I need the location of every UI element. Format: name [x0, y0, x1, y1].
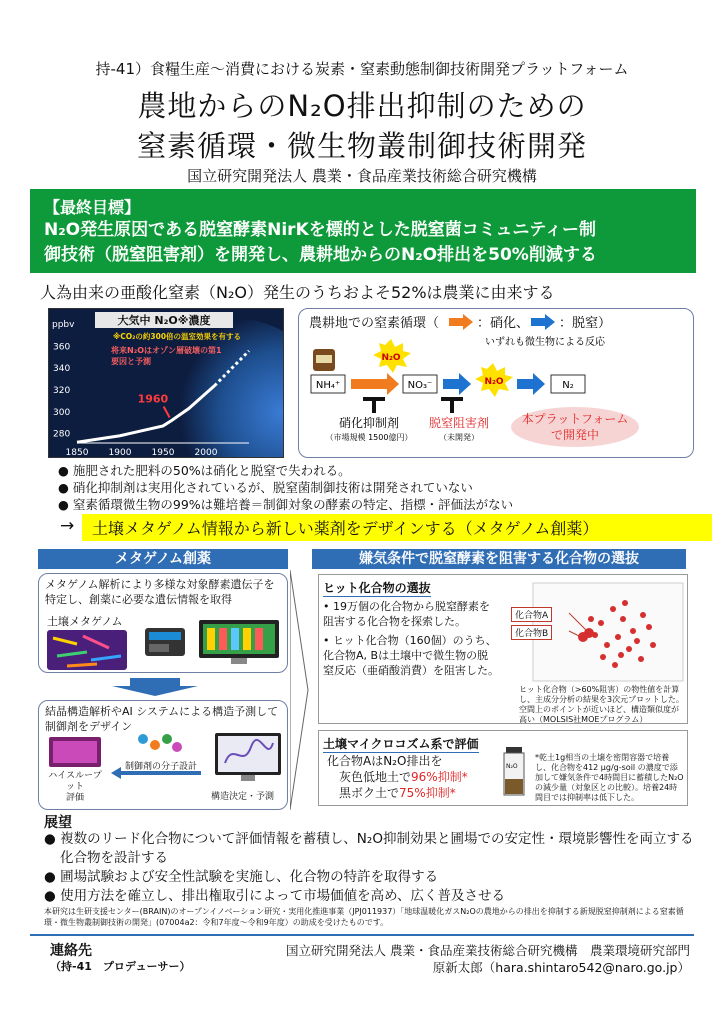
n2o-label-2: N₂O — [484, 377, 504, 387]
molecule-icons — [135, 731, 185, 755]
metagenome-analysis-box — [38, 573, 288, 673]
metagenome-section-header: メタゲノム創薬 — [38, 549, 288, 569]
footer-divider — [30, 934, 694, 936]
funding-note: 本研究は生研支援センター(BRAIN)のオープンイノベーション研究・実用化推進事業（JPJ011937）「地球温暖化ガスN₂Oの農地からの排出を抑制する新規脱窒抑制剤による窒素循環・微生物叢制御技術の開発」(07004a2：令和7年度〜令和9年度）の助成を受けたものです。 — [44, 907, 684, 927]
compound-a-label: 化合物A — [511, 607, 552, 622]
y-tick-label: 300 — [53, 407, 71, 418]
contact-role: （持-41 プロデューサー） — [50, 960, 191, 973]
y-tick-label: 340 — [53, 364, 71, 375]
microcosm-title: 土壌マイクロコズム系で評価 — [323, 737, 479, 751]
page-title-line2: 窒素循環・微生物叢制御技術開発 — [136, 129, 587, 163]
nitrification-arrow — [351, 373, 399, 395]
cycle-subtitle: いずれも微生物による反応 — [485, 337, 605, 348]
down-arrow-icon — [110, 676, 200, 698]
fertilizer-label-icon — [316, 355, 332, 363]
y-tick-label: 360 — [53, 342, 71, 353]
x-tick-label: 2000 — [194, 448, 218, 457]
n2o-label-1: N₂O — [381, 353, 401, 363]
inhibitor-stem-2 — [450, 401, 454, 413]
legend-denitrification: ：脱窒） — [559, 316, 612, 331]
denitrification-arrow-2 — [517, 373, 545, 395]
outlook-item: ● 複数のリード化合物について評価情報を蓄積し、N₂O抑制効果と圃場での安定性・環境影響性を両立する化合物を設計する — [44, 831, 694, 866]
platform-note-2: で開発中 — [550, 428, 600, 442]
structure-label: 構造決定・予測 — [211, 792, 275, 802]
denitrification-inhibitor-status: （未開発） — [439, 433, 479, 442]
n2o-concentration-chart — [48, 308, 284, 458]
approach-highlight: 土壌メタゲノム情報から新しい薬剤をデザインする（メタゲノム創薬） — [82, 514, 712, 541]
x-tick-label: 1850 — [65, 448, 89, 457]
hit-compound-box — [318, 574, 688, 724]
dna-fragments-image — [47, 630, 127, 670]
right-arrow-icon: → — [60, 516, 75, 536]
outlook-item: ● 圃場試験および安全性試験を実施し、化合物の特許を取得する — [44, 869, 439, 885]
feedback-arrow-icon — [101, 765, 211, 781]
goal-text-line1: N₂O発生原因である脱窒酵素NirKを標的とした脱窒菌コミュニティー制 — [44, 220, 597, 240]
soil-vial-image — [501, 747, 527, 797]
molecular-design-label: 制御剤の分子設計 — [125, 762, 198, 772]
metagenome-analysis-text: メタゲノム解析により多様な対象酵素遺伝子を特定し、創薬に必要な遺伝情報を取得 — [45, 578, 275, 606]
outlook-list — [44, 830, 704, 906]
inhibitor-bar-1 — [363, 397, 385, 401]
compound-b-label: 化合物B — [511, 625, 552, 640]
y-tick-label: 280 — [53, 429, 71, 440]
nitrification-inhibitor-market: （市場規模 1500億円） — [325, 433, 413, 442]
y-tick-label: 320 — [53, 386, 71, 396]
n2-label: N₂ — [562, 380, 574, 391]
organization: 国立研究開発法人 農業・食品産業技術総合研究機構 — [187, 167, 537, 185]
molecular-design-box — [38, 700, 288, 810]
legend-nitrification: ：硝化、 — [477, 316, 530, 331]
marker-label-1960: 1960 — [137, 392, 169, 406]
microcosm-box — [318, 730, 688, 806]
inhibitor-bar-2 — [441, 397, 463, 401]
contact-organization: 国立研究開発法人 農業・食品産業技術総合研究機構 農業環境研究部門 — [286, 943, 690, 958]
approach-line — [60, 514, 720, 540]
compound-selection-header: 嫌気条件で脱窒酵素を阻害する化合物の選抜 — [312, 549, 686, 569]
chart-note: ※CO₂の約300倍の温室効果を有する — [112, 332, 242, 341]
lead-statement: 人為由来の亜酸化窒素（N₂O）発生のうちおよそ52%は農業に由来する — [40, 283, 555, 302]
soil-metagenome-label: 土壌メタゲノム — [47, 615, 123, 628]
platform-note-1: 本プラットフォーム — [521, 412, 629, 426]
denitrification-inhibitor-label: 脱窒阻害剤 — [428, 416, 490, 430]
denitrification-legend-icon — [531, 314, 555, 330]
chart-canvas — [49, 309, 283, 457]
hit-bullet-1: • 19万個の化合物から脱窒酵素を阻害する化合物を探索した。 — [323, 600, 490, 628]
microcosm-result: 化合物AはN₂O排出を 灰色低地土で96%抑制* 黒ボク土で75%抑制* — [327, 754, 468, 800]
nitrification-legend-icon — [449, 314, 473, 330]
nitrogen-cycle-panel — [298, 308, 694, 458]
screening-plate-image — [49, 737, 101, 767]
page-title-line1: 農地からのN₂O排出抑制のための — [137, 89, 587, 123]
sequencer-icon — [143, 624, 187, 660]
goal-label: 【最終目標】 — [44, 198, 141, 217]
microcosm-note: *乾土1g相当の土壌を密閉容器で培養し、化合物を412 µg/g-soil の濃度で添加して嫌気条件で4時間目に蓄積したN₂Oの減少量（対象区との比較）。培養24時間目では抑制率は低下した。 — [535, 753, 684, 802]
x-tick-label: 1950 — [151, 448, 175, 457]
hit-title: ヒット化合物の選抜 — [323, 581, 431, 595]
issue-bullet: ● 硝化抑制剤は実用化されているが、脱窒菌制御技術は開発されていない — [58, 480, 473, 495]
protein-structure-monitor-icon — [215, 733, 281, 783]
contact-label: 連絡先 — [50, 943, 92, 959]
hit-bullets — [323, 599, 499, 678]
inhibitor-stem-1 — [372, 401, 376, 413]
vial-label: N₂O — [506, 763, 518, 770]
scatter-note: ヒット化合物（>60%阻害）の物性値を計算し、主成分分析の結果を3次元プロットした。空間上のポイントが近いほど、構造類似度が高い（MOLSIS社MOEプログラム） — [519, 685, 684, 724]
contact-person: 原新太郎（hara.shintaro542@naro.go.jp） — [432, 960, 690, 975]
x-tick-label: 1900 — [108, 448, 132, 457]
cycle-title: 農耕地での窒素循環（ — [309, 316, 440, 331]
no3-label: NO₃⁻ — [407, 380, 433, 391]
molecular-design-text: 結晶構造解析やAI システムによる構造予測して制御剤をデザイン — [45, 705, 279, 733]
y-axis-unit: ppbv — [52, 320, 75, 330]
sequence-data-monitor-icon — [199, 620, 279, 666]
chart-title: 大気中 N₂O※濃度 — [117, 314, 211, 327]
issue-bullet: ● 施肥された肥料の50%は硝化と脱窒で失われる。 — [58, 463, 351, 478]
issue-bullet: ● 窒素循環微生物の99%は難培養＝制御対象の酵素の特定、指標・評価法がない — [58, 497, 514, 512]
high-throughput-label: ハイスループット 評価 — [48, 771, 102, 803]
section-flow-arrow-icon — [290, 570, 310, 810]
final-goal-box — [30, 189, 696, 273]
series-label: 持-41）食糧生産〜消費における炭素・窒素動態制御技術開発プラットフォーム — [95, 60, 629, 78]
nitrification-inhibitor-label: 硝化抑制剤 — [338, 416, 400, 430]
chart-annotation-1: 将来N₂Oはオゾン層破壊の第1 — [111, 346, 222, 355]
nitrogen-cycle-diagram — [299, 309, 695, 459]
outlook-title: 展望 — [44, 815, 72, 831]
hit-bullet-2: • ヒット化合物（160個）のうち、化合物A, Bは土壌中で微生物の脱窒反応（亜硝酸消費）を阻害した。 — [323, 634, 499, 677]
outlook-item: ● 使用方法を確立し、排出権取引によって市場価値を高め、広く普及させる — [44, 888, 506, 904]
issue-bullets — [58, 462, 698, 513]
nh4-label: NH₄⁺ — [315, 380, 341, 391]
denitrification-arrow-1 — [443, 373, 471, 395]
goal-text-line2: 御技術（脱窒阻害剤）を開発し、農耕地からのN₂O排出を50%削減する — [44, 245, 597, 265]
chart-annotation-2: 要因と予測 — [111, 357, 151, 366]
